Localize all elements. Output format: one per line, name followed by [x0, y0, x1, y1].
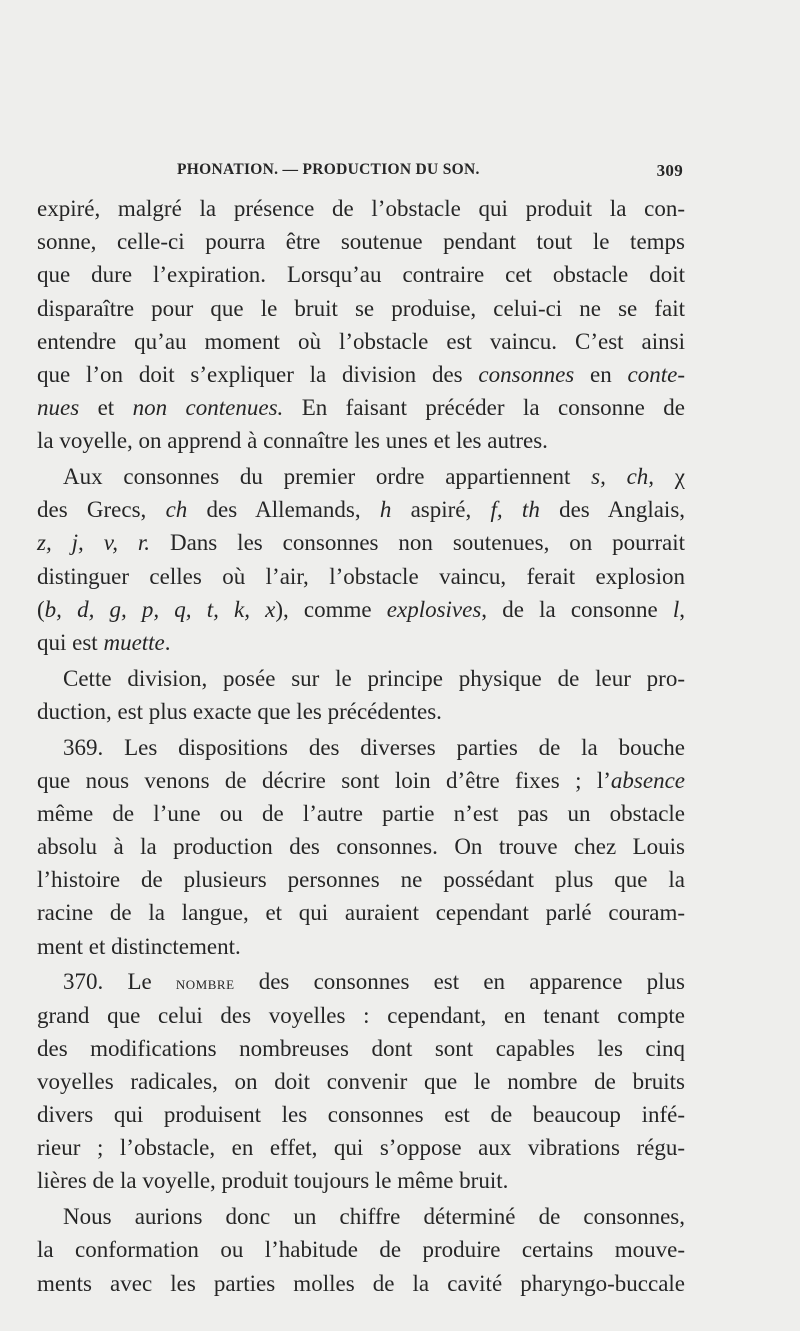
- text-line: Aux consonnes du premier ordre appartiennent s, ch, χ: [63, 464, 685, 489]
- text-line: même de l’une ou de l’autre partie n’est pas un obstacle: [37, 800, 685, 826]
- text-line: duction, est plus exacte que les précédentes.: [37, 698, 442, 724]
- text-line: rieur ; l’obstacle, en effet, qui s’oppose aux vibrations régu-: [37, 1135, 685, 1161]
- text-line: qui est muette.: [37, 629, 171, 655]
- text-line: (b, d, g, p, q, t, k, x), comme explosives, de la consonne l,: [37, 596, 685, 622]
- text-line: des modifications nombreuses dont sont capables les cinq: [37, 1035, 685, 1061]
- text-line: Nous aurions donc un chiffre déterminé de consonnes,: [63, 1204, 685, 1230]
- text-line: grand que celui des voyelles : cependant, en tenant compte: [37, 1002, 685, 1028]
- text-line: expiré, malgré la présence de l’obstacle qui produit la con-: [37, 196, 685, 221]
- text-line: disparaître pour que le bruit se produise, celui-ci ne se fait: [37, 295, 685, 321]
- text-line: absolu à la production des consonnes. On trouve chez Louis: [37, 834, 685, 860]
- text-line: ments avec les parties molles de la cavité pharyngo-buccale: [37, 1270, 685, 1296]
- text-line: 370. Le nombre des consonnes est en apparence plus: [63, 969, 685, 995]
- body-text: [37, 192, 685, 1300]
- text-line: 369. Les dispositions des diverses parties de la bouche: [63, 734, 685, 760]
- text-line: des Grecs, ch des Allemands, h aspiré, f, th des Anglais,: [37, 497, 686, 523]
- text-line: voyelles radicales, on doit convenir que le nombre de bruits: [37, 1068, 685, 1094]
- text-line: Cette division, posée sur le principe physique de leur pro-: [63, 665, 685, 691]
- text-line: entendre qu’au moment où l’obstacle est vaincu. C’est ainsi: [37, 328, 685, 354]
- running-header: [177, 157, 683, 187]
- text-line: lières de la voyelle, produit toujours le même bruit.: [37, 1168, 509, 1194]
- text-line: sonne, celle-ci pourra être soutenue pendant tout le temps: [37, 229, 685, 255]
- page-number: 309: [656, 161, 683, 180]
- text-line: que l’on doit s’expliquer la division des consonnes en conte-: [37, 361, 685, 387]
- text-line: la conformation ou l’habitude de produire certains mouve-: [37, 1237, 685, 1263]
- text-line: que dure l’expiration. Lorsqu’au contraire cet obstacle doit: [37, 262, 685, 288]
- text-line: distinguer celles où l’air, l’obstacle vaincu, ferait explosion: [37, 563, 685, 589]
- text-line: l’histoire de plusieurs personnes ne possédant plus que la: [37, 867, 685, 893]
- text-line: nues et non contenues. En faisant précéder la consonne de: [37, 395, 685, 421]
- text-line: racine de la langue, et qui auraient cependant parlé couram-: [37, 900, 685, 926]
- text-line: divers qui produisent les consonnes est de beaucoup infé-: [37, 1102, 685, 1128]
- text-line: z, j, v, r. Dans les consonnes non soutenues, on pourrait: [37, 530, 685, 556]
- text-line: la voyelle, on apprend à connaître les unes et les autres.: [37, 428, 548, 454]
- text-line: ment et distinctement.: [37, 933, 241, 959]
- text-line: que nous venons de décrire sont loin d’être fixes ; l’absence: [37, 767, 685, 793]
- running-title: PHONATION. — PRODUCTION DU SON.: [177, 161, 480, 178]
